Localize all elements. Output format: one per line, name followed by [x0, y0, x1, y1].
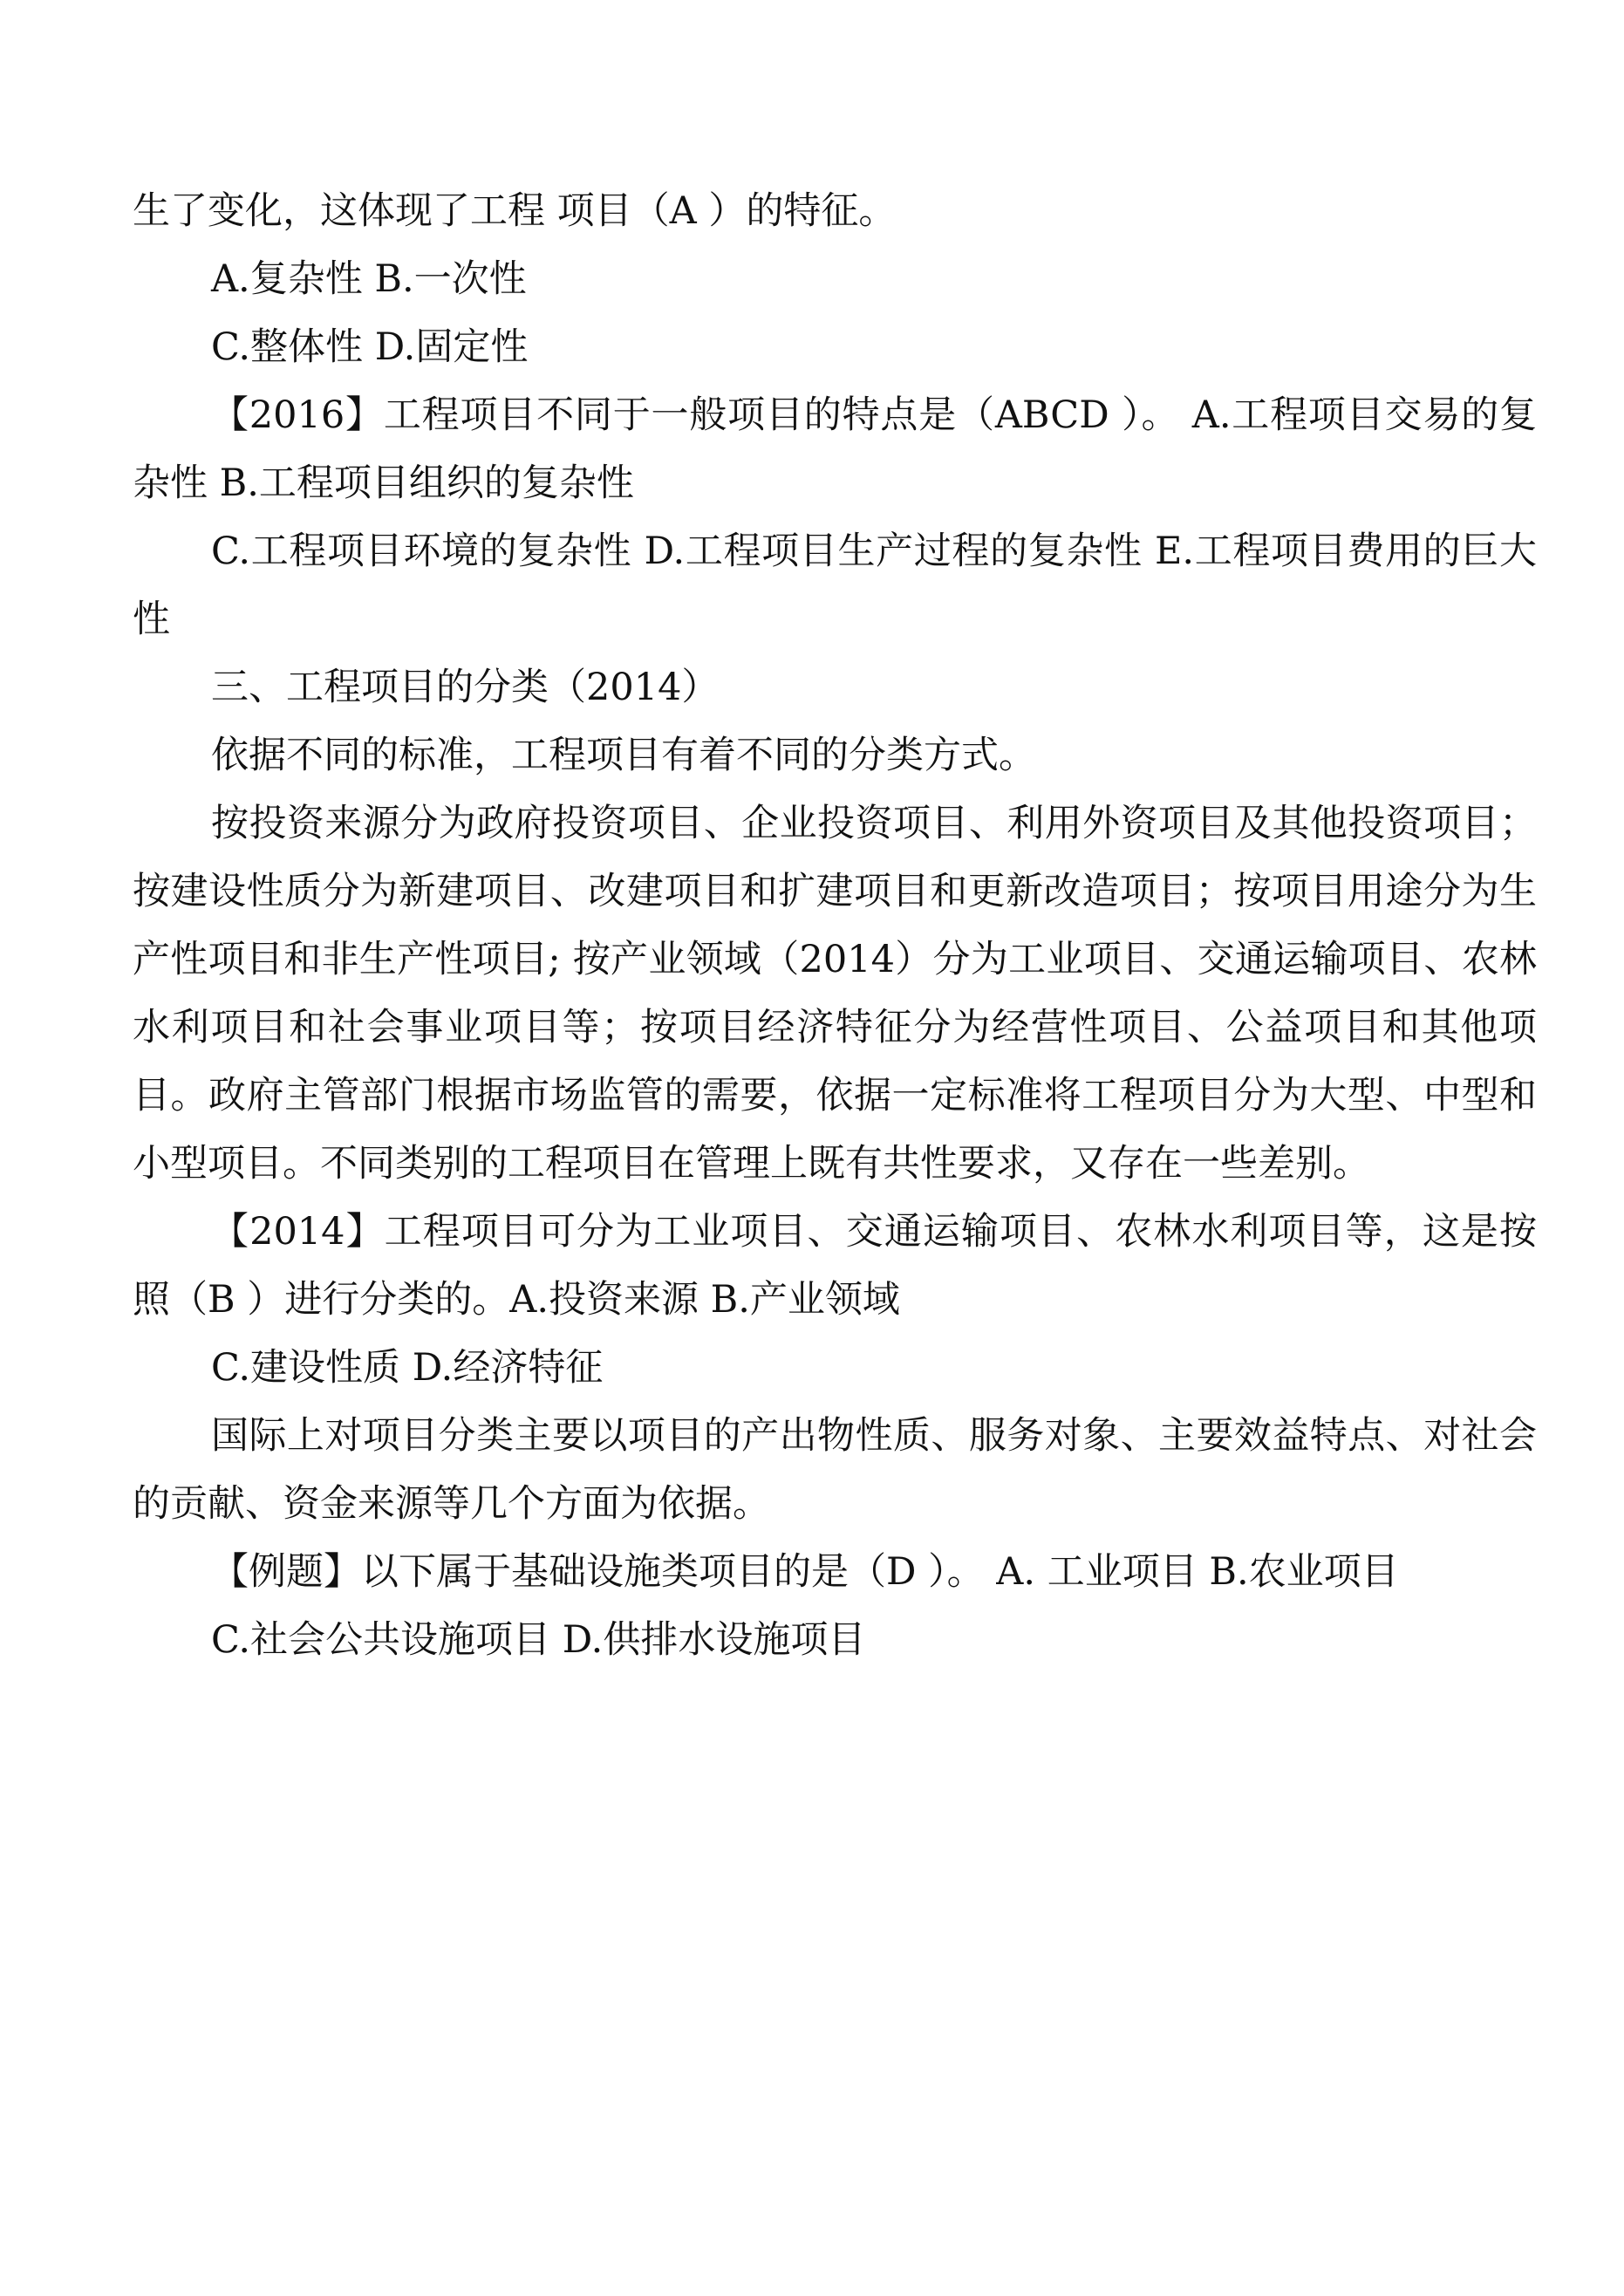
paragraph-classification-detail: 按投资来源分为政府投资项目、企业投资项目、利用外资项目及其他投资项目；按建设性质分为新建项目、改建项目和扩建项目和更新改造项目；按项目用途分为生产性项目和非生产性项目; 按产业领域（2014）分为工业项目、交通运输项目、农林水利项目和社会事业项目等；按项目经济特征分为经营性项目、公益项目和其他项目。政府主管部门根据市场监管的需要，依据一定标准将工程项目分为大型、中型和小型项目。不同类别的工程项目在管理上既有共性要求，又存在一些差别。 — [133, 802, 1537, 1186]
section-heading-classification: 三、工程项目的分类（2014） — [211, 666, 720, 709]
paragraph-intro-classification: 依据不同的标准，工程项目有着不同的分类方式。 — [211, 734, 1036, 777]
paragraph-question-continuation: 生了变化，这体现了工程 项目（A ）的特征。 — [133, 189, 897, 233]
paragraph-options-2014-cd: C.建设性质 D.经济特征 — [211, 1346, 604, 1390]
paragraph-question-2016: 【2016】工程项目不同于一般项目的特点是（ABCD ）。 A.工程项目交易的复杂性 B.工程项目组织的复杂性 — [133, 393, 1537, 505]
paragraph-example-options-cd: C.社会公共设施项目 D.供排水设施项目 — [211, 1618, 866, 1662]
paragraph-example-question: 【例题】以下属于基础设施类项目的是（D ）。 A. 工业项目 B.农业项目 — [211, 1550, 1399, 1594]
document-body — [133, 177, 1537, 1674]
paragraph-options-ab: A.复杂性 B.一次性 — [211, 257, 527, 301]
paragraph-options-cde: C.工程项目环境的复杂性 D.工程项目生产过程的复杂性 E.工程项目费用的巨大性 — [133, 530, 1537, 641]
paragraph-question-2014: 【2014】工程项目可分为工业项目、交通运输项目、农林水利项目等，这是按照（B ）进行分类的。A.投资来源 B.产业领域 — [133, 1210, 1537, 1322]
paragraph-international-classification: 国际上对项目分类主要以项目的产出物性质、服务对象、主要效益特点、对社会的贡献、资金来源等几个方面为依据。 — [133, 1414, 1537, 1526]
paragraph-options-cd: C.整体性 D.固定性 — [211, 325, 529, 369]
